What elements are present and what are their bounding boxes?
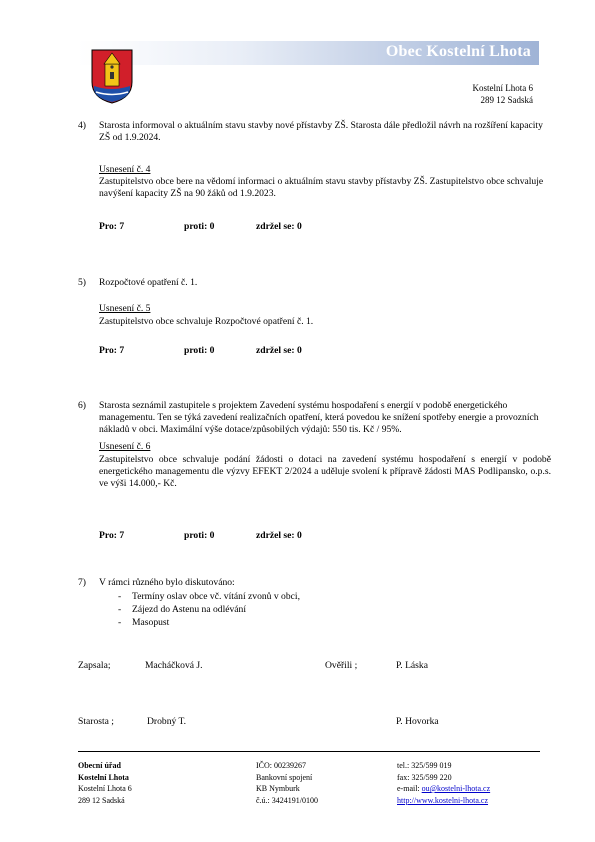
header-banner <box>78 41 539 65</box>
vote-proti: proti: 0 <box>184 530 215 541</box>
mayor-label: Starosta ; <box>78 716 114 727</box>
vote-pro: Pro: 7 <box>99 530 125 541</box>
vote-proti: proti: 0 <box>184 345 215 356</box>
footer-phone: tel.: 325/599 019 <box>397 761 452 770</box>
vote-zdrzel: zdržel se: 0 <box>256 530 302 541</box>
municipality-title: Obec Kostelní Lhota <box>385 43 531 60</box>
vote-pro: Pro: 7 <box>99 221 125 232</box>
vote-zdrzel: zdržel se: 0 <box>256 345 302 356</box>
item-4-text: Starosta informoval o aktuálním stavu stavby nové přístavby ZŠ. Starosta dále předložil návrh na rozšíření kapacity ZŠ od 1.9.2024. <box>99 120 543 143</box>
recorder-name: Macháčková J. <box>145 660 203 671</box>
list-item: - Masopust <box>118 617 170 628</box>
vote-zdrzel: zdržel se: 0 <box>256 221 302 232</box>
resolution-6-label: Usnesení č. 6 <box>99 441 151 452</box>
footer-office: Obecní úřad Kostelní Lhota Kostelní Lhota 6 289 12 Sadská <box>78 761 132 805</box>
list-item: - Termíny oslav obce vč. vítání zvonů v obci, <box>118 591 300 602</box>
item-5-text: Rozpočtové opatření č. 1. <box>99 277 198 288</box>
address-line-1: Kostelní Lhota 6 <box>472 83 533 93</box>
recorder-label: Zapsala; <box>78 660 111 671</box>
discussion-list <box>118 590 300 629</box>
verifiers-label: Ověřili ; <box>325 660 358 671</box>
footer-contact: tel.: 325/599 019 fax: 325/599 220 e-mail: ou@kostelni-lhota.cz http://www.kostelni-lhota.cz <box>397 761 491 805</box>
mayor-name: Drobný T. <box>147 716 187 727</box>
verifier-name-2: P. Hovorka <box>396 716 439 727</box>
item-6-number: 6) <box>78 400 86 411</box>
list-item: - Zájezd do Astenu na odlévání <box>118 604 247 615</box>
resolution-5-label: Usnesení č. 5 <box>99 303 151 314</box>
item-7-number: 7) <box>78 577 86 588</box>
email-link[interactable]: ou@kostelni-lhota.cz <box>421 784 491 793</box>
footer-divider <box>78 751 540 752</box>
resolution-4-label: Usnesení č. 4 <box>99 164 151 175</box>
item-4-number: 4) <box>78 120 86 131</box>
coat-of-arms-icon <box>90 48 134 104</box>
header-address <box>473 82 534 106</box>
footer-fax: fax: 325/599 220 <box>397 772 452 782</box>
item-7-text: V rámci různého bylo diskutováno: <box>99 577 235 588</box>
vote-pro: Pro: 7 <box>99 345 125 356</box>
website-link[interactable]: http://www.kostelni-lhota.cz <box>397 795 489 805</box>
footer-bank: IČO: 00239267 Bankovní spojení KB Nymburk č.ú.: 3424191/0100 <box>256 761 318 805</box>
item-5-number: 5) <box>78 277 86 288</box>
resolution-6-text: Zastupitelstvo obce schvaluje podání žádosti o dotaci na zavedení systému hospodaření s energií v podobě energetického managementu dle výzvy EFEKT 2/2024 a uděluje svolení k přípravě žádosti MAS Podlipansko, o.p.s. ve výši 14.000,- Kč. <box>99 454 551 489</box>
vote-proti: proti: 0 <box>184 221 215 232</box>
item-6-text: Starosta seznámil zastupitele s projektem Zavedení systému hospodaření s energií v podobě energetického managementu. Ten se týká zavedení realizačních opatření, která povedou ke snížení spotřeby energie a provozních nákladů v obci. Maximální výše dotace/způsobilých výdajů: 550 tis. Kč / 95%. <box>99 400 539 435</box>
verifier-name-1: P. Láska <box>396 660 428 671</box>
address-line-2: 289 12 Sadská <box>480 95 533 105</box>
resolution-4-text: Zastupitelstvo obce bere na vědomí informaci o aktuálním stavu stavby přístavby ZŠ. Zastupitelstvo obce schvaluje navýšení kapacity ZŠ na 90 žáků od 1.9.2023. <box>99 176 544 199</box>
resolution-5-text: Zastupitelstvo obce schvaluje Rozpočtové opatření č. 1. <box>99 316 314 327</box>
